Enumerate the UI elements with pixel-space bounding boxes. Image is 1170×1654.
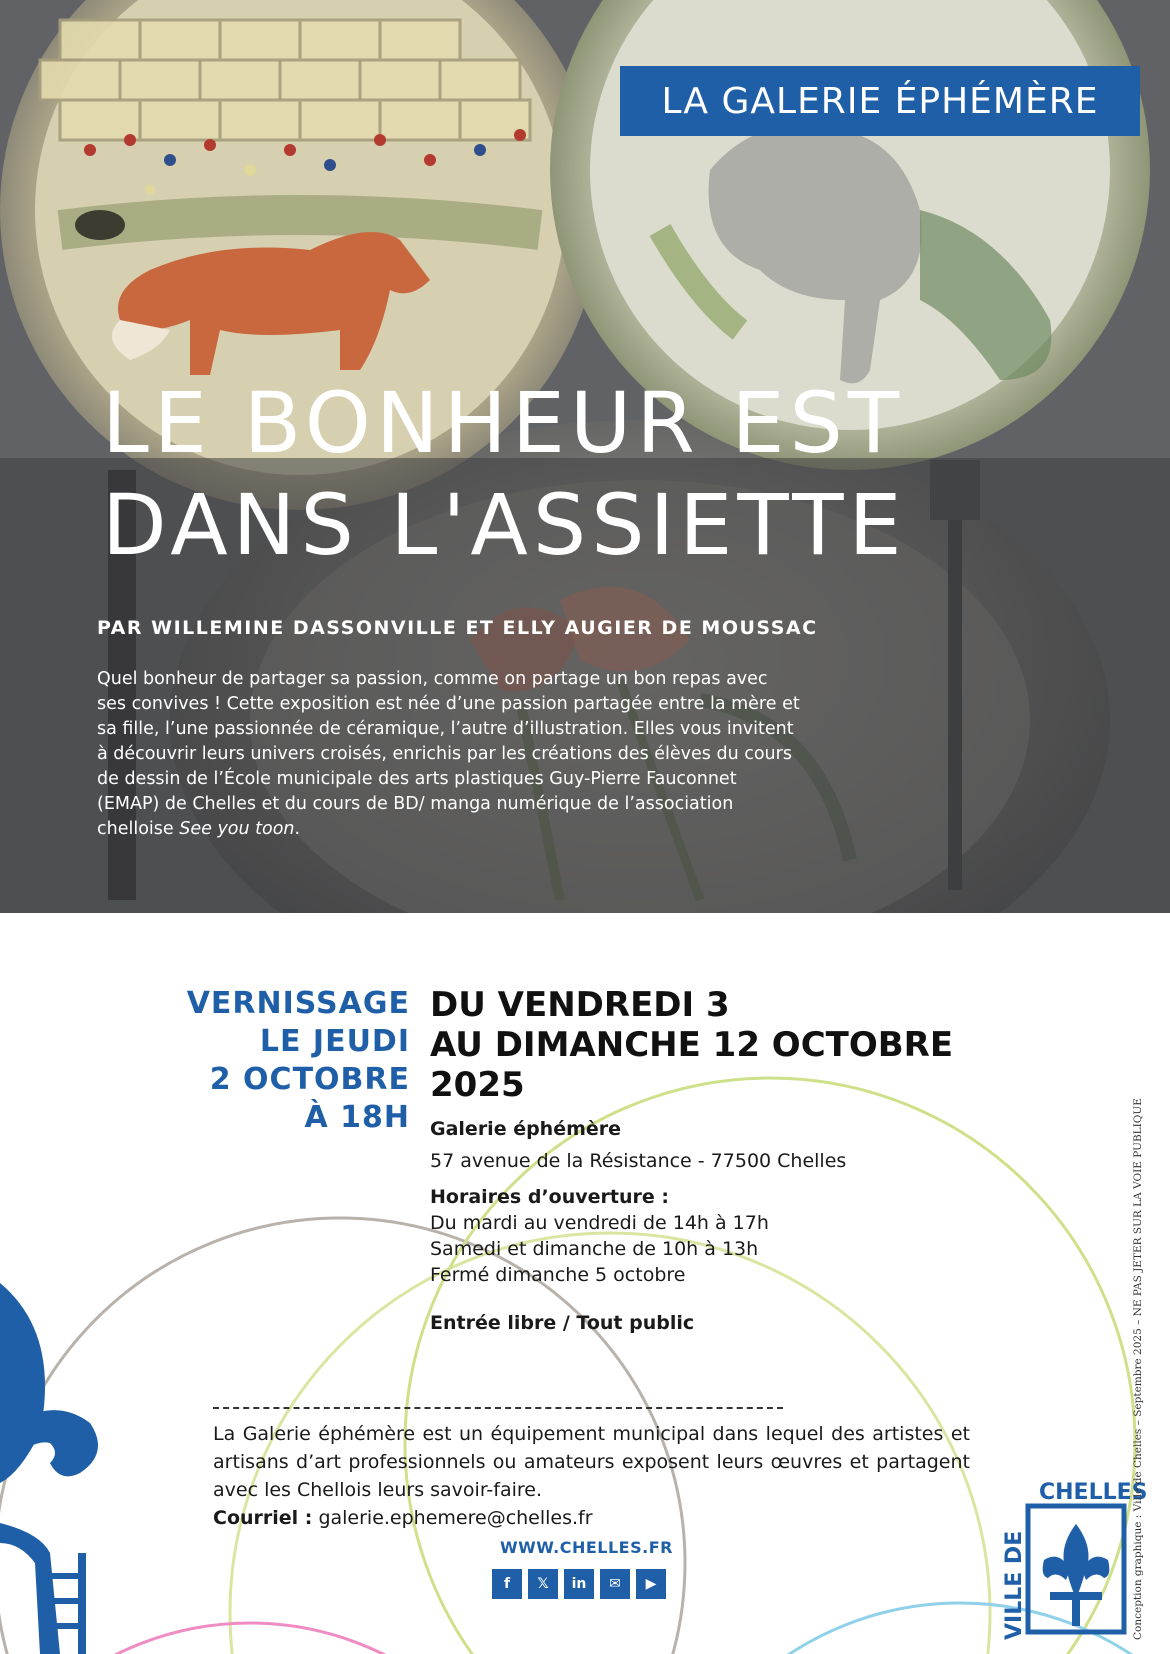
x-icon[interactable]: 𝕏 bbox=[528, 1569, 558, 1599]
about-text: La Galerie éphémère est un équipement municipal dans lequel des artistes et artisans d’art professionnels ou amateurs exposent leurs œuvres et partagent avec les Chellois leurs savoir-faire. bbox=[213, 1423, 970, 1501]
vernissage-line-2: LE JEUDI bbox=[259, 1024, 410, 1059]
practical-info bbox=[430, 1114, 990, 1338]
email-label: Courriel : bbox=[213, 1507, 313, 1529]
facebook-icon[interactable]: f bbox=[492, 1569, 522, 1599]
dashed-divider bbox=[213, 1407, 783, 1409]
venue-address: 57 avenue de la Résistance - 77500 Chelles bbox=[430, 1150, 847, 1172]
print-credit: Conception graphique : Ville de Chelles – Septembre 2025 – NE PAS JETER SUR LA VOIE PUBLIQUE bbox=[1132, 1098, 1144, 1640]
youtube-icon[interactable]: ▶ bbox=[636, 1569, 666, 1599]
website-link[interactable]: WWW.CHELLES.FR bbox=[500, 1538, 673, 1557]
title-line-1: LE BONHEUR EST bbox=[102, 374, 905, 472]
exhibition-title bbox=[102, 372, 907, 576]
venue-name: Galerie éphémère bbox=[430, 1118, 622, 1140]
hours-heading: Horaires d’ouverture : bbox=[430, 1186, 669, 1208]
exhibition-description bbox=[97, 667, 802, 842]
email-link[interactable]: galerie.ephemere@chelles.fr bbox=[318, 1507, 593, 1529]
logo-fleur-icon bbox=[1043, 1524, 1110, 1626]
description-end: . bbox=[294, 819, 301, 839]
vernissage-line-1: VERNISSAGE bbox=[186, 986, 410, 1021]
gallery-about bbox=[213, 1420, 970, 1532]
logo-name: CHELLES bbox=[1039, 1480, 1148, 1505]
social-icons bbox=[492, 1569, 666, 1599]
gallery-badge: LA GALERIE ÉPHÉMÈRE bbox=[620, 66, 1140, 136]
vernissage-line-3: 2 OCTOBRE bbox=[209, 1062, 410, 1097]
vernissage-block bbox=[160, 985, 410, 1137]
hours-line-3: Fermé dimanche 5 octobre bbox=[430, 1264, 686, 1286]
dates-line-2: AU DIMANCHE 12 OCTOBRE bbox=[430, 1025, 954, 1065]
authors-line: PAR WILLEMINE DASSONVILLE ET ELLY AUGIER DE MOUSSAC bbox=[97, 617, 818, 639]
title-line-2: DANS L'ASSIETTE bbox=[102, 476, 907, 574]
dates-line-1: DU VENDREDI 3 bbox=[430, 985, 730, 1025]
linkedin-icon[interactable]: in bbox=[564, 1569, 594, 1599]
vernissage-line-4: À 18H bbox=[304, 1100, 410, 1135]
exhibition-dates bbox=[430, 985, 1050, 1105]
hours-line-2: Samedi et dimanche de 10h à 13h bbox=[430, 1238, 759, 1260]
logo-prefix: VILLE DE bbox=[1002, 1530, 1027, 1640]
newsletter-icon[interactable]: ✉ bbox=[600, 1569, 630, 1599]
description-emphasis: See you toon bbox=[179, 819, 295, 839]
entry-info: Entrée libre / Tout public bbox=[430, 1312, 695, 1334]
description-text: Quel bonheur de partager sa passion, comme on partage un bon repas avec ses convives ! Cette exposition est née d’une passion partagée entre la mère et sa fille, l’une passionnée de céramique, l’autre d’illustration. Elles vous invitent à découvrir leurs univers croisés, enrichis par les créations des élèves du cours de dessin de l’École municipale des arts plastiques Guy-Pierre Fauconnet (EMAP) de Chelles et du cours de BD/ manga numérique de l’association chelloise bbox=[97, 669, 800, 839]
dates-line-3: 2025 bbox=[430, 1065, 525, 1105]
hours-line-1: Du mardi au vendredi de 14h à 17h bbox=[430, 1212, 769, 1234]
fleur-de-lis-icon bbox=[0, 1283, 98, 1654]
